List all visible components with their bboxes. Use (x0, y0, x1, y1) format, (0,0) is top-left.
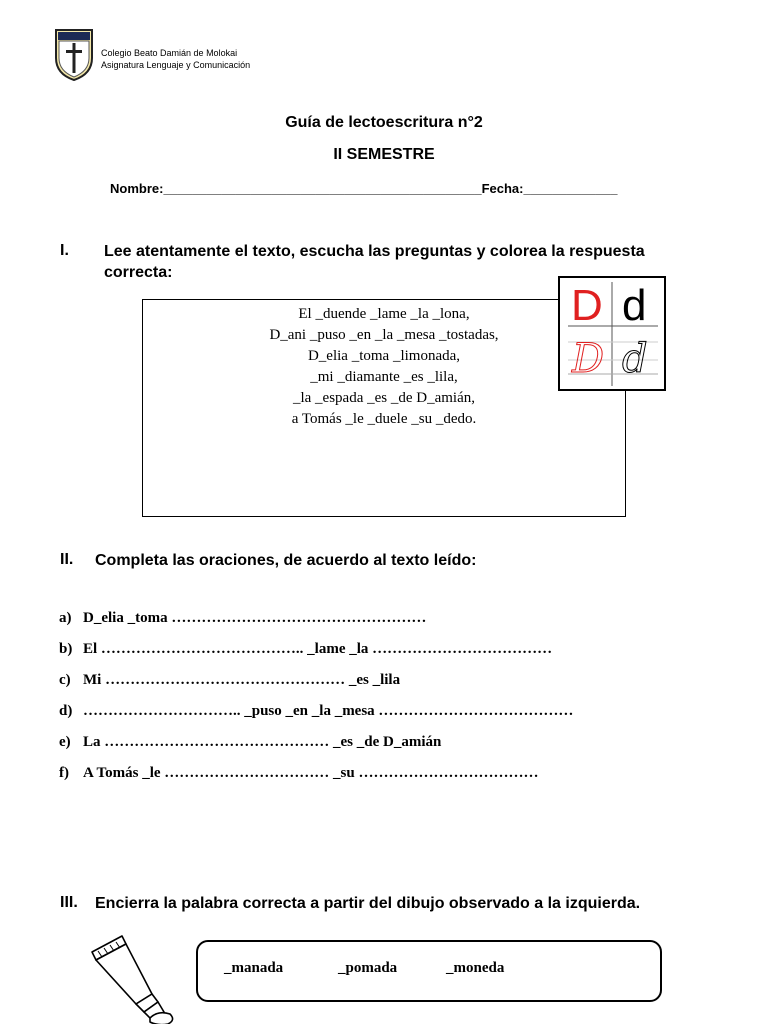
sentence-item (59, 703, 573, 734)
sentence-label: f) (59, 765, 69, 781)
letter-d-card (558, 276, 666, 391)
sentence-text: A Tomás _le …………………………… _su ……………………………… (83, 765, 539, 781)
page-title: Guía de lectoescritura n°2 (285, 114, 483, 131)
section-1-number: I. (60, 242, 69, 259)
sentence-list (59, 610, 573, 796)
poem-line: _mi _diamante _es _lila, (310, 369, 458, 385)
school-header (101, 47, 250, 71)
sentence-label: e) (59, 734, 71, 750)
section-3-number: III. (60, 894, 78, 911)
sentence-label: d) (59, 703, 73, 719)
sentence-text: La ……………………………………… _es _de D_amián (83, 734, 442, 750)
sentence-label: b) (59, 641, 73, 657)
reading-text-box (142, 299, 626, 517)
ointment-tube-icon (86, 932, 178, 1024)
poem-line: _la _espada _es _de D_amián, (292, 390, 476, 406)
section-3-instruction: Encierra la palabra correcta a partir del dibujo observado a la izquierda. (95, 895, 641, 912)
poem-line: El _duende _lame _la _lona, (298, 306, 470, 322)
poem-line: D_elia _toma _limonada, (307, 348, 461, 364)
section-2-number: II. (60, 551, 74, 568)
print-uppercase-d: D (571, 281, 603, 330)
subject-name: Asignatura Lenguaje y Comunicación (101, 60, 251, 70)
section-1-instruction: Lee atentamente el texto, escucha las preguntas y colorea la respuesta correcta: (104, 243, 645, 281)
page-subtitle: II SEMESTRE (333, 146, 435, 163)
print-lowercase-d: d (622, 281, 647, 330)
name-date-line: Nombre:____________________________________________Fecha:_____________ (110, 181, 618, 196)
sentence-text: El ………………………………….. _lame _la ……………………………… (83, 641, 553, 657)
sentence-item (59, 641, 573, 672)
sentence-label: a) (59, 610, 72, 626)
sentence-item (59, 610, 573, 641)
section-2-instruction: Completa las oraciones, de acuerdo al texto leído: (95, 552, 477, 569)
sentence-text: Mi ………………………………………… _es _lila (83, 672, 401, 688)
sentence-label: c) (59, 672, 71, 688)
sentence-item (59, 734, 573, 765)
cursive-lowercase-d: d (622, 336, 648, 382)
poem-line: D_ani _puso _en _la _mesa _tostadas, (269, 327, 499, 343)
word-option[interactable]: _pomada (338, 960, 398, 976)
cursive-uppercase-d: D (572, 336, 605, 382)
sentence-text: D_elia _toma …………………………………………… (83, 610, 427, 626)
word-option[interactable]: _manada (224, 960, 284, 976)
school-crest-icon (54, 28, 94, 82)
sentence-item (59, 672, 573, 703)
poem-line: a Tomás _le _duele _su _dedo. (291, 411, 477, 427)
sentence-item (59, 765, 573, 796)
word-option[interactable]: _moneda (446, 960, 505, 976)
school-name: Colegio Beato Damián de Molokai (101, 48, 238, 58)
sentence-text: ………………………….. _puso _en _la _mesa ………………………………… (83, 703, 574, 719)
word-choice-box (196, 940, 662, 1002)
